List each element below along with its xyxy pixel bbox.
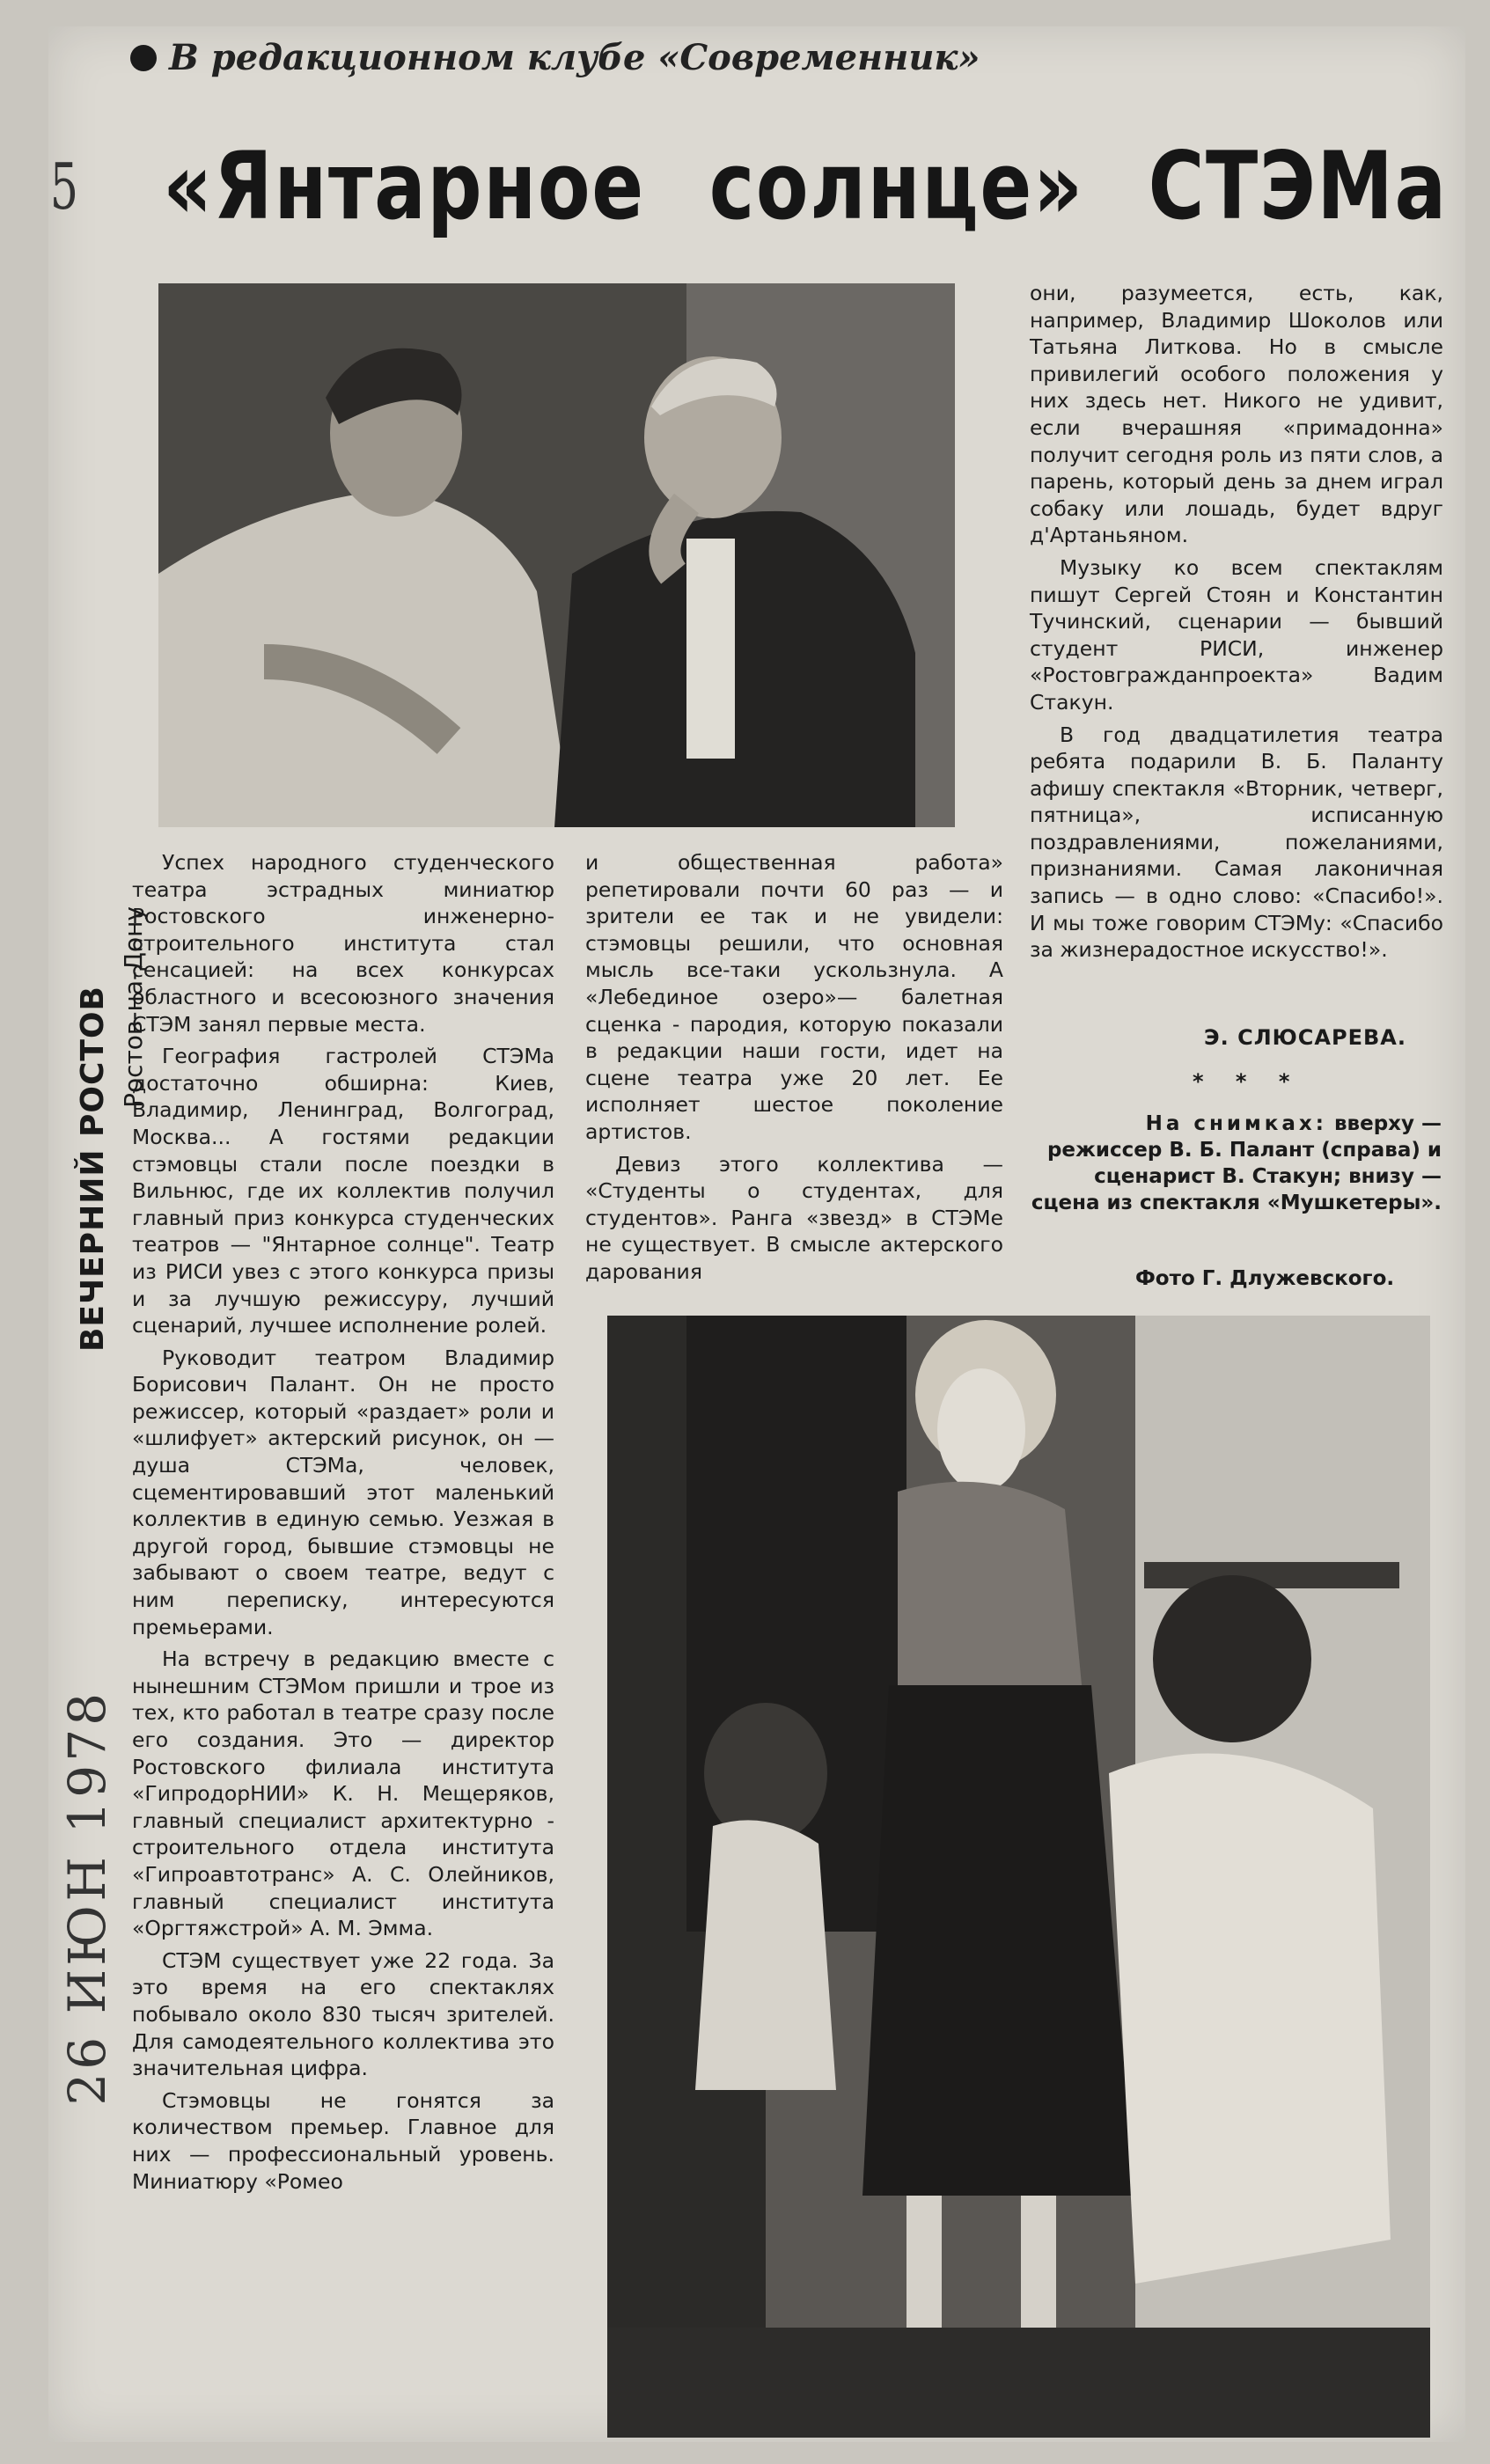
photo-musketeers-scene: [607, 1316, 1430, 2438]
separator-stars: * * *: [1193, 1069, 1303, 1094]
article-column-1: [132, 849, 554, 2195]
photo-top-illustration: [158, 283, 955, 827]
paragraph: Стэмовцы не гонятся за количеством премьер. Главное для них — профессиональный уровень. Миниатюру «Ромео: [132, 2087, 554, 2194]
margin-handwritten-number: 5: [49, 150, 78, 224]
article-column-2: [585, 849, 1003, 1286]
caption-text: вверху — режиссер В. Б. Палант (справа) и сценарист В. Стакун; внизу — сцена из спектакля «Мушкетеры».: [1031, 1112, 1442, 1214]
caption-label: На снимках:: [1145, 1112, 1327, 1135]
photo-director-and-writer: [158, 283, 955, 827]
newspaper-name: ВЕЧЕРНИЙ РОСТОВ: [75, 986, 111, 1353]
article-column-3: [1030, 280, 1443, 964]
paragraph: В год двадцатилетия театра ребята подарили В. Б. Паланту афишу спектакля «Вторник, четверг, пятница», исписанную поздравлениями, пожеланиями, признаниями. Самая лаконичная запись — в одно слово: «Спасибо!». И мы тоже говорим СТЭМу: «Спасибо за жизнерадостное искусство!».: [1030, 722, 1443, 963]
paragraph: они, разумеется, есть, как, например, Владимир Шоколов или Татьяна Литкова. Но в смысле привилегий особого положения у них здесь нет. Никого не удивит, если вчерашняя «примадонна» получит сегодня роль из пяти слов, а парень, который день за днем играл собаку или лошадь, будет вдруг д'Артаньяном.: [1030, 281, 1443, 548]
paragraph: Успех народного студенческого театра эстрадных миниатюр Ростовского инженерно-строительного института стал сенсацией: на всех конкурсах областного и всесоюзного значения СТЭМ занял первые места.: [132, 850, 554, 1037]
photo-captions: [1030, 1111, 1442, 1216]
paragraph: Руководит театром Владимир Борисович Палант. Он не просто режиссер, который «раздает» роли и «шлифует» актерский рисунок, он — душа СТЭМа, человек, сцементировавший этот маленький коллектив в единую семью. Уезжая в другой город, бывшие стэмовцы не забывают о своем театре, ведут с ним переписку, интересуются премьерами.: [132, 1345, 554, 1639]
photo-bottom-illustration: [607, 1316, 1430, 2438]
paragraph: Девиз этого коллектива — «Студенты о студентах, для студентов». Ранга «звезд» в СТЭМе не существует. В смысле актерского дарования: [585, 1151, 1003, 1284]
date-stamp: 26 ИЮН 1978: [57, 1690, 117, 2106]
paragraph: Музыку ко всем спектаклям пишут Сергей Стоян и Константин Тучинский, сценарии — бывший студент РИСИ, инженер «Ростовгражданпроекта» Вадим Стакун.: [1030, 554, 1443, 715]
paragraph: и общественная работа» репетировали почти 60 раз — и зрители ее так и не увидели: стэмовцы решили, что основная мысль все-таки ускользнула. А «Лебединое озеро»— балетная сценка - пародия, которую показали в редакции наши гости, идет на сцене театра уже 20 лет. Ее исполняет шестое поколение артистов.: [585, 850, 1003, 1144]
paragraph: География гастролей СТЭМа достаточно обширна: Киев, Владимир, Ленинград, Волгоград, Москва... А гостями редакции стэмовцы стали после поездки в Вильнюс, где их коллектив получил главный приз конкурса студенческих театров — "Янтарное солнце". Театр из РИСИ увез с этого конкурса призы и за лучшую режиссуру, лучший сценарий, лучшее исполнение ролей.: [132, 1044, 554, 1338]
paragraph: На встречу в редакцию вместе с нынешним СТЭМом пришли и трое из тех, кто работал в театре сразу после его создания. Это — директор Ростовского филиала института «ГипродорНИИ» К. Н. Мещеряков, главный специалист архитектурно - строительного отдела института «Гипроавтотранс» А. С. Олейников, главный специалист института «Оргтяжстрой» А. М. Эмма.: [132, 1646, 554, 1941]
rubric-text: В редакционном клубе «Современник»: [169, 37, 980, 78]
bullet-icon: [130, 45, 157, 71]
author-signature: Э. СЛЮСАРЕВА.: [1204, 1025, 1406, 1050]
paragraph: СТЭМ существует уже 22 года. За это время на его спектаклях побывало около 830 тысяч зрителей. Для самодеятельного коллектива это значительная цифра.: [132, 1947, 554, 2081]
rubric-line: [130, 37, 980, 78]
photo-credit: Фото Г. Длужевского.: [1135, 1267, 1395, 1290]
article-headline: «Янтарное солнце» СТЭМа: [163, 132, 1448, 240]
newspaper-city: Ростов-на-Дону: [119, 906, 148, 1108]
